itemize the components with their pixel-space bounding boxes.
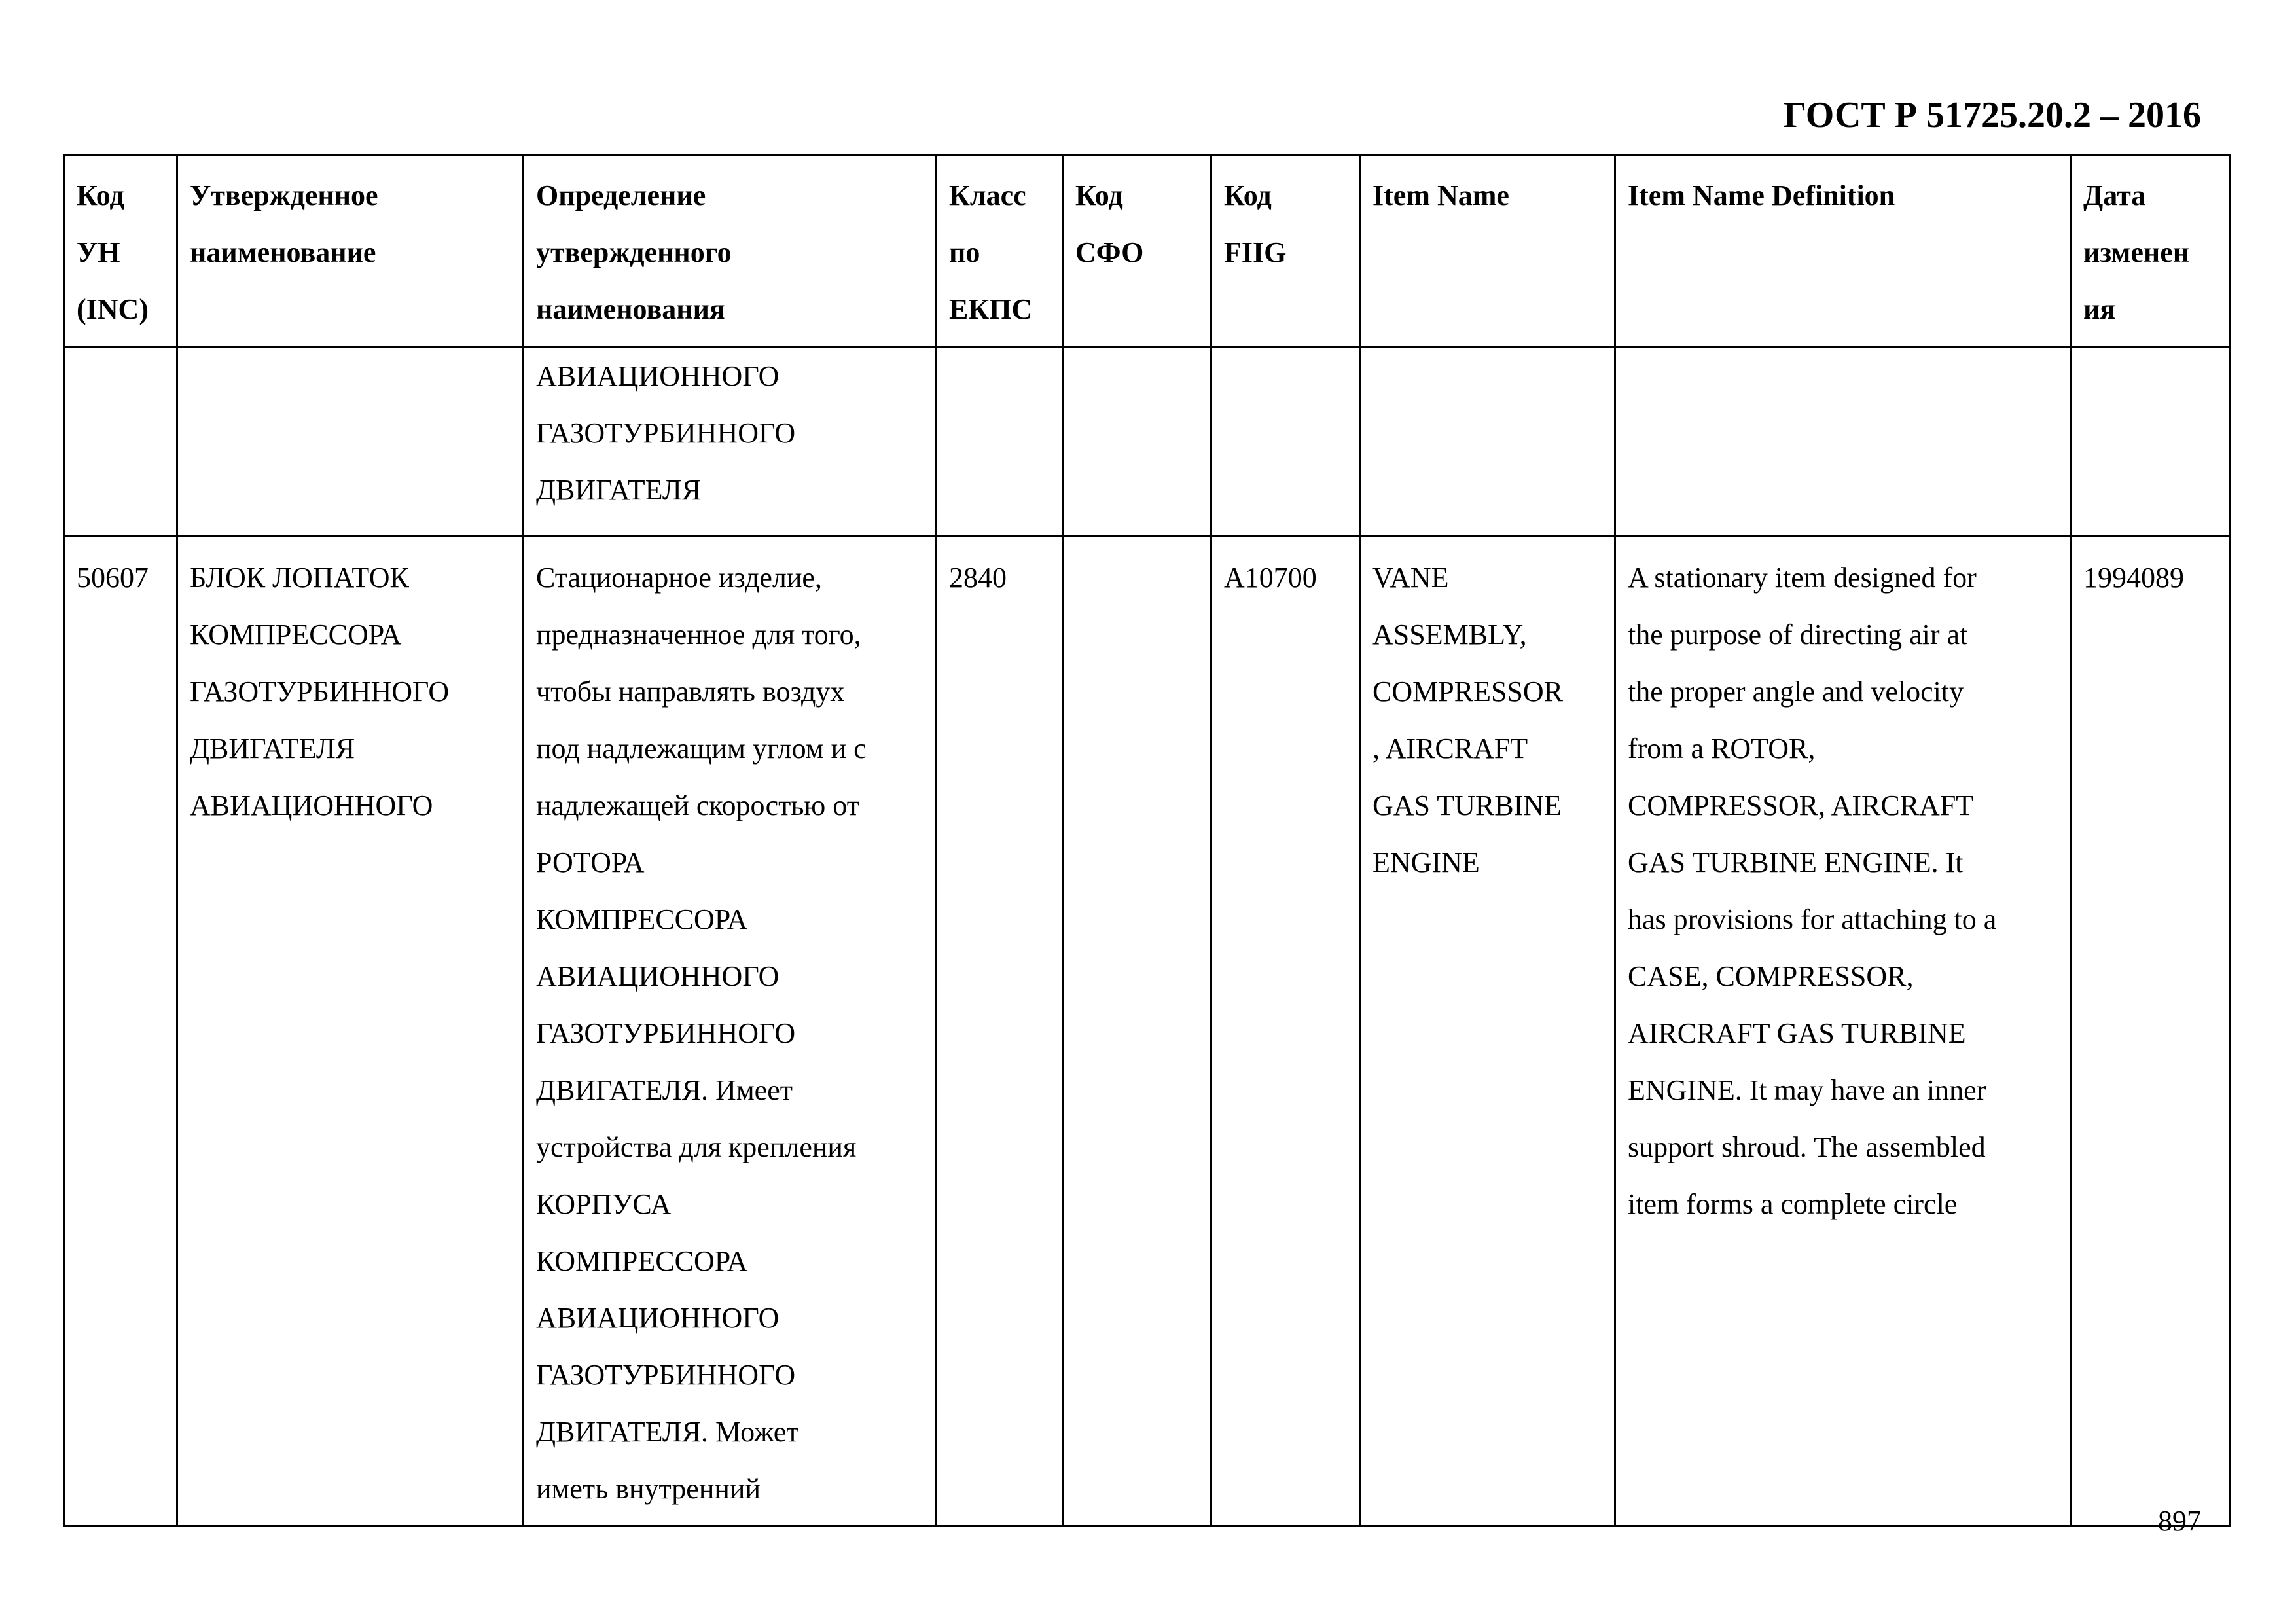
cell-inc: 50607 bbox=[64, 537, 177, 1526]
cell-change-date bbox=[2071, 347, 2231, 537]
header-item-name: Item Name bbox=[1360, 156, 1615, 347]
header-change-date: Дата изменен ия bbox=[2071, 156, 2231, 347]
document-standard-header: ГОСТ Р 51725.20.2 – 2016 bbox=[1783, 95, 2201, 135]
table-header-row bbox=[64, 156, 2231, 347]
header-sfo-code: Код СФО bbox=[1063, 156, 1211, 347]
cell-ekps-class bbox=[937, 347, 1063, 537]
cell-approved-name: БЛОК ЛОПАТОК КОМПРЕССОРА ГАЗОТУРБИННОГО ДВИГАТЕЛЯ АВИАЦИОННОГО bbox=[177, 537, 524, 1526]
cell-item-name-definition bbox=[1615, 347, 2071, 537]
cell-ekps-class: 2840 bbox=[937, 537, 1063, 1526]
cell-approved-name bbox=[177, 347, 524, 537]
cell-sfo-code bbox=[1063, 347, 1211, 537]
header-approved-name-definition: Определение утвержденного наименования bbox=[524, 156, 937, 347]
table-row bbox=[64, 347, 2231, 537]
cell-item-name-definition: A stationary item designed for the purpose of directing air at the proper angle and velocity from a ROTOR, COMPRESSOR, AIRCRAFT GAS TURBINE ENGINE. It has provisions for attaching to a CASE, COMPRESSOR, AIRCRAFT GAS TURBINE ENGINE. It may have an inner support shroud. The assembled item forms a complete circle bbox=[1615, 537, 2071, 1526]
header-inc-code: Код УН (INC) bbox=[64, 156, 177, 347]
cell-item-name: VANE ASSEMBLY, COMPRESSOR , AIRCRAFT GAS TURBINE ENGINE bbox=[1360, 537, 1615, 1526]
cell-definition: Стационарное изделие, предназначенное для того, чтобы направлять воздух под надлежащим углом и с надлежащей скоростью от РОТОРА КОМПРЕССОРА АВИАЦИОННОГО ГАЗОТУРБИННОГО ДВИГАТЕЛЯ. Имеет устройства для крепления КОРПУСА КОМПРЕССОРА АВИАЦИОННОГО ГАЗОТУРБИННОГО ДВИГАТЕЛЯ. Может иметь внутренний bbox=[524, 537, 937, 1526]
cell-definition: АВИАЦИОННОГО ГАЗОТУРБИННОГО ДВИГАТЕЛЯ bbox=[524, 347, 937, 537]
page-number: 897 bbox=[2158, 1505, 2201, 1537]
gost-items-table bbox=[63, 154, 2231, 1527]
cell-inc bbox=[64, 347, 177, 537]
header-item-name-definition: Item Name Definition bbox=[1615, 156, 2071, 347]
header-ekps-class: Класс по ЕКПС bbox=[937, 156, 1063, 347]
cell-change-date: 1994089 bbox=[2071, 537, 2231, 1526]
cell-item-name bbox=[1360, 347, 1615, 537]
cell-fiig-code: A10700 bbox=[1211, 537, 1360, 1526]
header-fiig-code: Код FIIG bbox=[1211, 156, 1360, 347]
cell-fiig-code bbox=[1211, 347, 1360, 537]
header-approved-name: Утвержденное наименование bbox=[177, 156, 524, 347]
cell-sfo-code bbox=[1063, 537, 1211, 1526]
table-row bbox=[64, 537, 2231, 1526]
